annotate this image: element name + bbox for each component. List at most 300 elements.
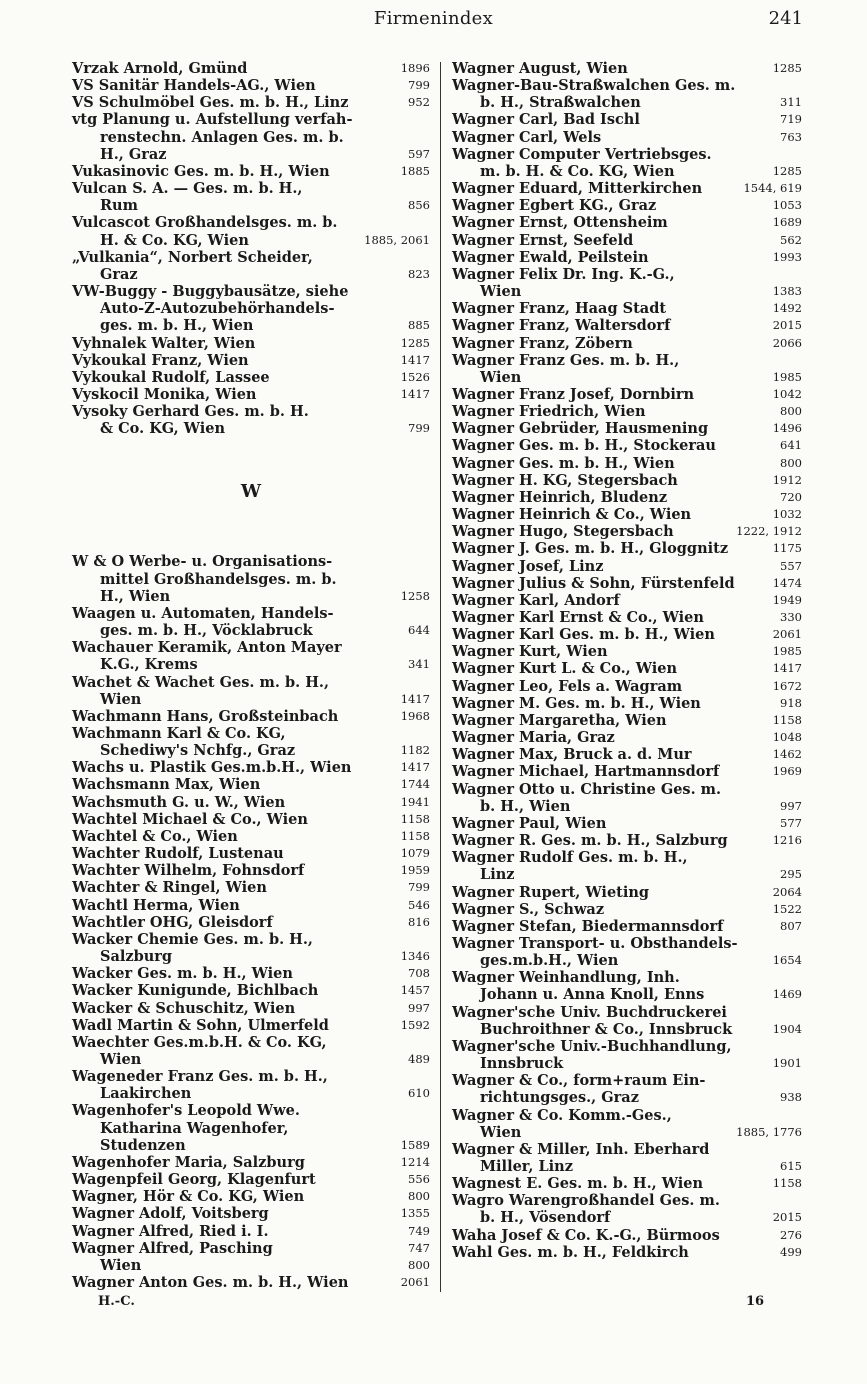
index-entry: [72, 163, 430, 180]
entry-page-ref: 499: [780, 1244, 802, 1259]
index-entry: [72, 111, 430, 162]
entry-line: Wadl Martin & Sohn, Ulmerfeld: [72, 1016, 329, 1034]
entry-page-ref: 799: [408, 78, 430, 93]
entry-line: Wagner Computer Vertriebsges.: [452, 145, 712, 163]
index-entry: [452, 506, 802, 523]
index-entry: [452, 111, 802, 128]
entry-name: [452, 437, 772, 454]
index-entry: [452, 214, 802, 231]
entry-line: b. H., Straßwalchen: [480, 94, 641, 112]
entry-line: Wahl Ges. m. b. H., Feldkirch: [452, 1243, 689, 1261]
entry-page-ref: 1885, 1776: [736, 1124, 802, 1139]
entry-name: [452, 455, 772, 472]
entry-line: Wagner, Hör & Co. KG, Wien: [72, 1188, 305, 1206]
index-entry: [452, 969, 802, 1003]
index-entry: [72, 1102, 430, 1153]
index-entry: [452, 884, 802, 901]
index-entry: [452, 901, 802, 918]
entry-page-ref: 1526: [400, 369, 430, 384]
entry-page-ref: 747: [408, 1240, 430, 1255]
index-entry: [452, 1072, 802, 1106]
index-entry: [72, 386, 430, 403]
entry-page-ref: 1904: [772, 1021, 802, 1036]
entry-name: [452, 1227, 772, 1244]
entry-name: [72, 1223, 400, 1240]
entry-line: Wagner Stefan, Biedermannsdorf: [452, 917, 724, 935]
entry-line: Wagner Leo, Fels a. Wagram: [452, 677, 683, 695]
entry-line: Wagner Kurt, Wien: [452, 643, 608, 661]
index-entry: [452, 575, 802, 592]
index-entry: [72, 639, 430, 673]
entry-line: W & O Werbe- u. Organisations-: [72, 553, 333, 571]
entry-line: Wagner Paul, Wien: [452, 814, 607, 832]
entry-page-ref: 1993: [772, 249, 802, 264]
entry-line: Wagner Karl Ges. m. b. H., Wien: [452, 626, 715, 644]
index-entry: [452, 832, 802, 849]
entry-name: [452, 1141, 772, 1175]
index-entry: [452, 729, 802, 746]
entry-name: [452, 540, 772, 557]
entry-page-ref: 799: [408, 421, 430, 436]
entry-page-ref: 295: [780, 867, 802, 882]
index-entry: [72, 1000, 430, 1017]
entry-name: [452, 1072, 772, 1106]
index-entry: [452, 317, 802, 334]
entry-page-ref: 1158: [400, 811, 430, 826]
index-entry: [72, 931, 430, 965]
entry-page-ref: 311: [780, 95, 802, 110]
entry-line: b. H., Vösendorf: [480, 1209, 611, 1227]
entry-name: [452, 523, 736, 540]
entry-line: Wagner Franz Josef, Dornbirn: [452, 385, 695, 403]
left-column: [72, 60, 430, 1291]
entry-line: Wagro Warengroßhandel Ges. m.: [452, 1192, 720, 1210]
entry-line: Wagner'sche Univ.-Buchhandlung,: [452, 1037, 732, 1055]
entry-line: Vulcascot Großhandelsges. m. b.: [72, 214, 338, 232]
index-entry: [72, 60, 430, 77]
entry-name: [72, 725, 400, 759]
right-list: [452, 60, 802, 1261]
entry-line: Wagner Ges. m. b. H., Wien: [452, 454, 675, 472]
entry-name: [452, 472, 772, 489]
entry-page-ref: 800: [780, 404, 802, 419]
index-entry: [72, 605, 430, 639]
index-entry: [452, 1244, 802, 1261]
entry-page-ref: 1285: [772, 163, 802, 178]
entry-line: Wagner Michael, Hartmannsdorf: [452, 763, 720, 781]
entry-name: [72, 982, 400, 999]
entry-line: Wachtel & Co., Wien: [72, 827, 238, 845]
entry-line: Wagner Franz, Zöbern: [452, 334, 633, 352]
entry-line: Wagner Alfred, Pasching: [72, 1239, 273, 1257]
entry-name: [452, 969, 772, 1003]
entry-line: Wacker Kunigunde, Bichlbach: [72, 982, 319, 1000]
index-entry: [72, 845, 430, 862]
entry-name: [72, 180, 400, 214]
entry-page-ref: 720: [780, 489, 802, 504]
entry-line: Johann u. Anna Knoll, Enns: [480, 986, 705, 1004]
entry-page-ref: 2061: [772, 627, 802, 642]
index-entry: [72, 776, 430, 793]
entry-name: [452, 129, 772, 146]
entry-page-ref: 1222, 1912: [736, 524, 802, 539]
entry-line: Wagenpfeil Georg, Klagenfurt: [72, 1171, 316, 1189]
entry-name: [72, 776, 400, 793]
index-entry: [72, 794, 430, 811]
entry-name: [72, 1205, 400, 1222]
entry-line: Wien: [100, 690, 142, 708]
entry-name: [72, 77, 400, 94]
entry-line: Wagner Alfred, Ried i. I.: [72, 1222, 269, 1240]
entry-page-ref: 1689: [772, 215, 802, 230]
entry-name: [72, 1240, 400, 1257]
entry-page-ref: 1522: [772, 901, 802, 916]
entry-page-ref: 1182: [400, 743, 430, 758]
entry-name: [452, 660, 772, 677]
entry-page-ref: 1941: [400, 794, 430, 809]
entry-name: [452, 232, 772, 249]
index-entry: [452, 1004, 802, 1038]
entry-line: Wagner Rudolf Ges. m. b. H.,: [452, 849, 688, 867]
entry-page-ref: 1285: [400, 335, 430, 350]
index-entry: [452, 660, 802, 677]
index-entry: [72, 1068, 430, 1102]
entry-name: [72, 708, 400, 725]
entry-line: Wagner & Co. Komm.-Ges.,: [452, 1106, 672, 1124]
index-entry: [72, 249, 430, 283]
entry-name: [452, 111, 772, 128]
entry-line: Wagner Ernst, Ottensheim: [452, 214, 668, 232]
index-entry: [452, 712, 802, 729]
entry-line: Wagner Margaretha, Wien: [452, 711, 667, 729]
entry-line: Wien: [480, 368, 522, 386]
entry-page-ref: 1985: [772, 644, 802, 659]
index-entry: [452, 472, 802, 489]
entry-page-ref: 1355: [400, 1206, 430, 1221]
entry-name: [72, 214, 364, 248]
entry-name: [452, 180, 743, 197]
index-entry: [72, 283, 430, 334]
index-entry: [452, 935, 802, 969]
entry-line: vtg Planung u. Aufstellung verfah-: [72, 111, 353, 129]
entry-page-ref: 1417: [400, 691, 430, 706]
entry-name: [452, 678, 772, 695]
entry-line: Wagner Heinrich & Co., Wien: [452, 506, 692, 524]
entry-name: [452, 935, 772, 969]
entry-page-ref: 2066: [772, 335, 802, 350]
index-entry: [452, 266, 802, 300]
entry-name: [72, 1000, 400, 1017]
entry-line: b. H., Wien: [480, 797, 571, 815]
index-entry: [72, 897, 430, 914]
entry-line: Wachtler OHG, Gleisdorf: [72, 913, 273, 931]
entry-line: Waagen u. Automaten, Handels-: [72, 604, 334, 622]
entry-page-ref: 1417: [400, 760, 430, 775]
entry-line: Wacker & Schuschitz, Wien: [72, 999, 296, 1017]
entry-page-ref: 1175: [772, 541, 802, 556]
entry-page-ref: 489: [408, 1051, 430, 1066]
entry-page-ref: 816: [408, 914, 430, 929]
entry-page-ref: 1474: [772, 575, 802, 590]
index-entry: [452, 489, 802, 506]
entry-page-ref: 641: [780, 438, 802, 453]
index-entry: [452, 523, 802, 540]
entry-line: mittel Großhandelsges. m. b.: [100, 570, 337, 588]
entry-line: Wagner Transport- u. Obsthandels-: [452, 934, 738, 952]
entry-line: Vrzak Arnold, Gmünd: [72, 60, 248, 77]
entry-line: Wagner Kurt L. & Co., Wien: [452, 660, 678, 678]
entry-page-ref: 1654: [772, 953, 802, 968]
index-entry: [452, 1141, 802, 1175]
entry-name: [72, 1274, 400, 1291]
index-entry: [72, 759, 430, 776]
index-entry: [72, 1017, 430, 1034]
entry-line: Buchroithner & Co., Innsbruck: [480, 1020, 733, 1038]
entry-name: [72, 386, 400, 403]
right-column: [452, 60, 802, 1261]
entry-name: [72, 60, 400, 77]
entry-page-ref: 800: [780, 455, 802, 470]
entry-line: Wacker Ges. m. b. H., Wien: [72, 965, 293, 983]
index-entry: [72, 1274, 430, 1291]
entry-page-ref: 1383: [772, 284, 802, 299]
entry-line: Wagner Franz, Waltersdorf: [452, 317, 671, 335]
entry-name: [72, 1017, 400, 1034]
entry-line: Wachtl Herma, Wien: [72, 896, 240, 914]
index-entry: [72, 335, 430, 352]
entry-line: H. & Co. KG, Wien: [100, 231, 249, 249]
entry-name: [452, 763, 772, 780]
entry-name: [452, 60, 772, 77]
entry-page-ref: 1589: [400, 1137, 430, 1152]
index-entry: [452, 918, 802, 935]
entry-line: Vykoukal Rudolf, Lassee: [72, 368, 270, 386]
entry-line: renstechn. Anlagen Ges. m. b.: [100, 128, 344, 146]
entry-line: „Vulkania“, Norbert Scheider,: [72, 248, 313, 266]
entry-name: [72, 352, 400, 369]
index-entry: [72, 1205, 430, 1222]
entry-page-ref: 615: [780, 1159, 802, 1173]
entry-name: [72, 674, 400, 708]
entry-line: Wachet & Wachet Ges. m. b. H.,: [72, 673, 329, 691]
index-entry: [72, 914, 430, 931]
entry-name: [72, 931, 400, 965]
entry-line: Wachsmuth G. u. W., Wien: [72, 793, 286, 811]
entry-line: Wagner'sche Univ. Buchdruckerei: [452, 1003, 727, 1021]
entry-name: [452, 386, 772, 403]
entry-name: [72, 605, 400, 639]
index-entry: [72, 553, 430, 604]
entry-line: m. b. H. & Co. KG, Wien: [480, 162, 675, 180]
entry-line: Wagner Gebrüder, Hausmening: [452, 420, 709, 438]
index-entry: [452, 352, 802, 386]
index-entry: [72, 94, 430, 111]
entry-line: Wagner Hugo, Stegersbach: [452, 523, 674, 541]
entry-line: Wagner H. KG, Stegersbach: [452, 471, 678, 489]
index-entry: [72, 1188, 430, 1205]
entry-name: [72, 845, 400, 862]
entry-line: Wagner Julius & Sohn, Fürstenfeld: [452, 574, 735, 592]
entry-line: Wagenhofer's Leopold Wwe.: [72, 1102, 300, 1120]
left-top-list: [72, 60, 430, 437]
entry-name: [72, 965, 400, 982]
entry-name: [72, 1154, 400, 1171]
entry-line: Wagenhofer Maria, Salzburg: [72, 1153, 305, 1171]
index-entry: [72, 403, 430, 437]
entry-page-ref: 1959: [400, 863, 430, 878]
index-entry: [72, 879, 430, 896]
column-divider: [440, 62, 441, 1292]
entry-name: [72, 369, 400, 386]
index-entry: [72, 811, 430, 828]
entry-line: Vukasinovic Ges. m. b. H., Wien: [72, 162, 330, 180]
entry-name: [452, 746, 772, 763]
entry-page-ref: 885: [408, 318, 430, 333]
index-entry: [72, 965, 430, 982]
index-entry: [72, 674, 430, 708]
entry-line: Wien: [100, 1050, 142, 1068]
entry-page-ref: 1912: [772, 472, 802, 487]
entry-line: Wagner Adolf, Voitsberg: [72, 1205, 269, 1223]
entry-page-ref: 997: [780, 798, 802, 813]
entry-page-ref: 800: [408, 1189, 430, 1204]
entry-line: Wachter Wilhelm, Fohnsdorf: [72, 862, 305, 880]
entry-page-ref: 1216: [772, 833, 802, 848]
entry-line: Vulcan S. A. — Ges. m. b. H.,: [72, 180, 303, 198]
entry-line: Wien: [480, 283, 522, 301]
entry-page-ref: 1885: [400, 163, 430, 178]
entry-name: [452, 352, 772, 386]
entry-page-ref: 1985: [772, 369, 802, 384]
index-entry: [72, 180, 430, 214]
entry-line: Wagner Maria, Graz: [452, 729, 615, 747]
entry-line: Wagner Karl, Andorf: [452, 591, 620, 609]
index-entry: [72, 1240, 430, 1257]
index-entry: [452, 1192, 802, 1226]
entry-page-ref: 1053: [772, 198, 802, 213]
entry-line: Wagner Karl Ernst & Co., Wien: [452, 609, 704, 626]
index-entry: [452, 592, 802, 609]
index-entry: [452, 1107, 802, 1141]
index-entry: [452, 420, 802, 437]
entry-line: Linz: [480, 866, 515, 884]
entry-name: [452, 558, 772, 575]
left-bottom-list: [72, 553, 430, 1291]
entry-name: [72, 914, 400, 931]
entry-line: Vyskocil Monika, Wien: [72, 385, 257, 403]
entry-name: [72, 111, 400, 162]
entry-page-ref: 708: [408, 966, 430, 981]
entry-page-ref: 823: [408, 266, 430, 281]
entry-line: Wagner S., Schwaz: [452, 900, 605, 918]
entry-line: H., Wien: [100, 587, 171, 605]
index-entry: [452, 197, 802, 214]
entry-name: [72, 1257, 400, 1274]
entry-name: [72, 553, 400, 604]
entry-line: Wachmann Hans, Großsteinbach: [72, 707, 339, 725]
entry-line: Graz: [100, 265, 138, 283]
entry-line: Wagner Ewald, Peilstein: [452, 248, 649, 266]
index-entry: [72, 1154, 430, 1171]
entry-line: Wagner & Co., form+raum Ein-: [452, 1072, 706, 1090]
entry-line: Auto-Z-Autozubehörhandels-: [100, 300, 335, 318]
entry-line: Wagner Anton Ges. m. b. H., Wien: [72, 1274, 349, 1291]
entry-name: [452, 695, 772, 712]
entry-line: Wagner Ernst, Seefeld: [452, 231, 634, 249]
entry-name: [72, 862, 400, 879]
entry-name: [72, 1171, 400, 1188]
entry-line: Laakirchen: [100, 1085, 192, 1103]
index-entry: [72, 708, 430, 725]
entry-line: Wachsmann Max, Wien: [72, 776, 261, 794]
entry-line: Wagner M. Ges. m. b. H., Wien: [452, 694, 701, 712]
entry-line: Katharina Wagenhofer,: [100, 1119, 289, 1137]
entry-line: Vyhnalek Walter, Wien: [72, 334, 256, 352]
entry-name: [72, 163, 400, 180]
index-entry: [72, 1034, 430, 1068]
entry-page-ref: 1285: [772, 61, 802, 75]
entry-page-ref: 1457: [400, 983, 430, 998]
index-entry: [452, 558, 802, 575]
entry-page-ref: 856: [408, 198, 430, 213]
entry-name: [452, 901, 772, 918]
entry-line: Wagner August, Wien: [452, 60, 628, 77]
entry-name: [452, 489, 772, 506]
entry-line: Wagner J. Ges. m. b. H., Gloggnitz: [452, 540, 729, 558]
index-entry: [72, 1257, 430, 1274]
entry-line: Wachs u. Plastik Ges.m.b.H., Wien: [72, 759, 352, 777]
entry-line: ges. m. b. H., Vöcklabruck: [100, 622, 313, 640]
entry-page-ref: 719: [780, 112, 802, 127]
entry-name: [72, 1188, 400, 1205]
entry-page-ref: 1949: [772, 592, 802, 607]
index-entry: [452, 180, 802, 197]
entry-line: Wagner Franz, Haag Stadt: [452, 300, 667, 318]
entry-page-ref: 546: [408, 897, 430, 912]
index-entry: [452, 1038, 802, 1072]
entry-name: [452, 249, 772, 266]
entry-page-ref: 1158: [400, 828, 430, 843]
entry-page-ref: 1672: [772, 678, 802, 693]
entry-line: VS Sanitär Handels-AG., Wien: [72, 77, 316, 95]
entry-page-ref: 1592: [400, 1017, 430, 1032]
entry-page-ref: 1544, 619: [743, 181, 802, 196]
entry-page-ref: 597: [408, 146, 430, 161]
entry-page-ref: 1896: [400, 61, 430, 75]
entry-name: [452, 815, 772, 832]
entry-name: [452, 884, 772, 901]
entry-line: Wagnest E. Ges. m. b. H., Wien: [452, 1175, 704, 1193]
index-entry: [452, 695, 802, 712]
entry-page-ref: 1462: [772, 747, 802, 762]
entry-name: [452, 729, 772, 746]
index-entry: [452, 437, 802, 454]
entry-name: [72, 794, 400, 811]
entry-name: [72, 879, 400, 896]
entry-name: [72, 94, 400, 111]
entry-name: [452, 1192, 772, 1226]
entry-name: [452, 575, 772, 592]
index-entry: [452, 249, 802, 266]
entry-page-ref: 807: [780, 918, 802, 933]
entry-page-ref: 276: [780, 1227, 802, 1242]
page-number: 241: [768, 8, 803, 29]
index-entry: [452, 540, 802, 557]
entry-line: Wagner Egbert KG., Graz: [452, 197, 657, 215]
entry-line: Wachter Rudolf, Lustenau: [72, 845, 284, 863]
index-entry: [452, 643, 802, 660]
entry-name: [72, 811, 400, 828]
